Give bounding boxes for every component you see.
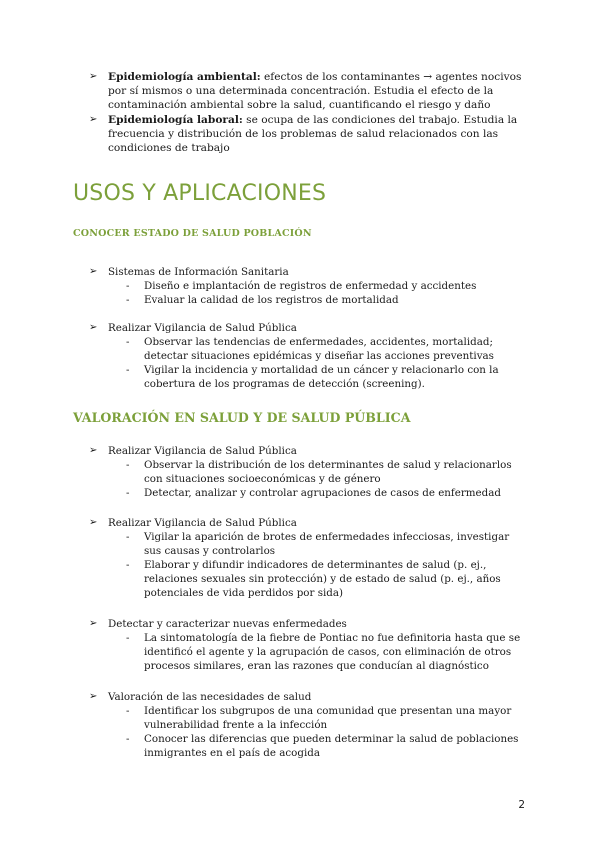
list-item (84, 293, 524, 307)
list-item (84, 530, 524, 558)
dash-bullet-icon: - (126, 559, 130, 571)
arrow-bullet-icon: ➢ (89, 445, 98, 456)
section-heading: CONOCER ESTADO DE SALUD POBLACIÓN (73, 228, 312, 239)
list-item (84, 363, 524, 391)
list-item (84, 113, 534, 155)
list-item-text: Evaluar la calidad de los registros de mortalidad (144, 294, 399, 306)
list-item (84, 732, 524, 760)
dash-bullet-icon: - (126, 531, 130, 543)
group-title-text: Realizar Vigilancia de Salud Pública (108, 445, 297, 457)
term-description: se ocupa de las condiciones del trabajo. Estudia la frecuencia y distribución de los problemas de salud relacionados con las condiciones de trabajo (108, 114, 518, 154)
arrow-bullet-icon: ➢ (89, 71, 98, 82)
group-title (84, 617, 524, 631)
group-title-text: Detectar y caracterizar nuevas enfermedades (108, 618, 347, 630)
list-item (84, 558, 524, 600)
list-item-text: La sintomatología de la fiebre de Pontiac no fue definitoria hasta que se identificó el agente y la agrupación de casos, con eliminación de otros procesos similares, eran las razones que conducían al diagnóstico (144, 632, 521, 672)
arrow-bullet-icon: ➢ (89, 322, 98, 333)
list-item-text: Observar las tendencias de enfermedades, accidentes, mortalidad; detectar situaciones epidémicas y diseñar las acciones preventivas (144, 336, 494, 362)
group-title (84, 321, 524, 335)
list-item (84, 631, 524, 673)
dash-bullet-icon: - (126, 487, 130, 499)
list-item-text: Vigilar la aparición de brotes de enfermedades infecciosas, investigar sus causas y controlarlos (144, 531, 510, 557)
list-item-text: Diseño e implantación de registros de enfermedad y accidentes (144, 280, 477, 292)
dash-bullet-icon: - (126, 459, 130, 471)
list-group (84, 617, 524, 673)
group-title (84, 265, 524, 279)
list-group (84, 516, 524, 600)
list-item (84, 704, 524, 732)
group-title (84, 444, 524, 458)
page-number: 2 (518, 799, 525, 811)
list-item (84, 486, 524, 500)
arrow-bullet-icon: ➢ (89, 517, 98, 528)
list-item (84, 335, 524, 363)
arrow-bullet-icon: ➢ (89, 114, 98, 125)
list-item (84, 70, 534, 112)
section-heading: VALORACIÓN EN SALUD Y DE SALUD PÚBLICA (73, 410, 411, 425)
list-item (84, 458, 524, 486)
term-label: Epidemiología ambiental: (108, 71, 261, 83)
dash-bullet-icon: - (126, 364, 130, 376)
list-group (84, 690, 524, 760)
group-title-text: Realizar Vigilancia de Salud Pública (108, 322, 297, 334)
list-group (84, 444, 524, 500)
list-item-text: Identificar los subgrupos de una comunidad que presentan una mayor vulnerabilidad frente a la infección (144, 705, 512, 731)
page-title: USOS Y APLICACIONES (73, 181, 327, 206)
dash-bullet-icon: - (126, 733, 130, 745)
list-item-text: Detectar, analizar y controlar agrupaciones de casos de enfermedad (144, 487, 501, 499)
group-title (84, 516, 524, 530)
dash-bullet-icon: - (126, 294, 130, 306)
group-title (84, 690, 524, 704)
term-label: Epidemiología laboral: (108, 114, 243, 126)
arrow-bullet-icon: ➢ (89, 266, 98, 277)
epidemiology-types-list (84, 70, 534, 156)
term-description: efectos de los contaminantes → agentes nocivos por sí mismos o una determinada concentración. Estudia el efecto de la contaminación ambiental sobre la salud, cuantificando el riesgo y daño (108, 71, 522, 111)
list-item (84, 279, 524, 293)
list-item-text: Conocer las diferencias que pueden determinar la salud de poblaciones inmigrantes en el país de acogida (144, 733, 519, 759)
list-group (84, 265, 524, 307)
arrow-bullet-icon: ➢ (89, 618, 98, 629)
group-title-text: Sistemas de Información Sanitaria (108, 266, 289, 278)
dash-bullet-icon: - (126, 632, 130, 644)
arrow-bullet-icon: ➢ (89, 691, 98, 702)
dash-bullet-icon: - (126, 705, 130, 717)
list-item-text: Vigilar la incidencia y mortalidad de un cáncer y relacionarlo con la cobertura de los programas de detección (screening). (144, 364, 499, 390)
dash-bullet-icon: - (126, 336, 130, 348)
dash-bullet-icon: - (126, 280, 130, 292)
group-title-text: Valoración de las necesidades de salud (108, 691, 312, 703)
list-group (84, 321, 524, 391)
group-title-text: Realizar Vigilancia de Salud Pública (108, 517, 297, 529)
list-item-text: Observar la distribución de los determinantes de salud y relacionarlos con situaciones socioeconómicas y de género (144, 459, 512, 485)
list-item-text: Elaborar y difundir indicadores de determinantes de salud (p. ej., relaciones sexuales sin protección) y de estado de salud (p. ej., años potenciales de vida perdidos por sida) (144, 559, 501, 599)
